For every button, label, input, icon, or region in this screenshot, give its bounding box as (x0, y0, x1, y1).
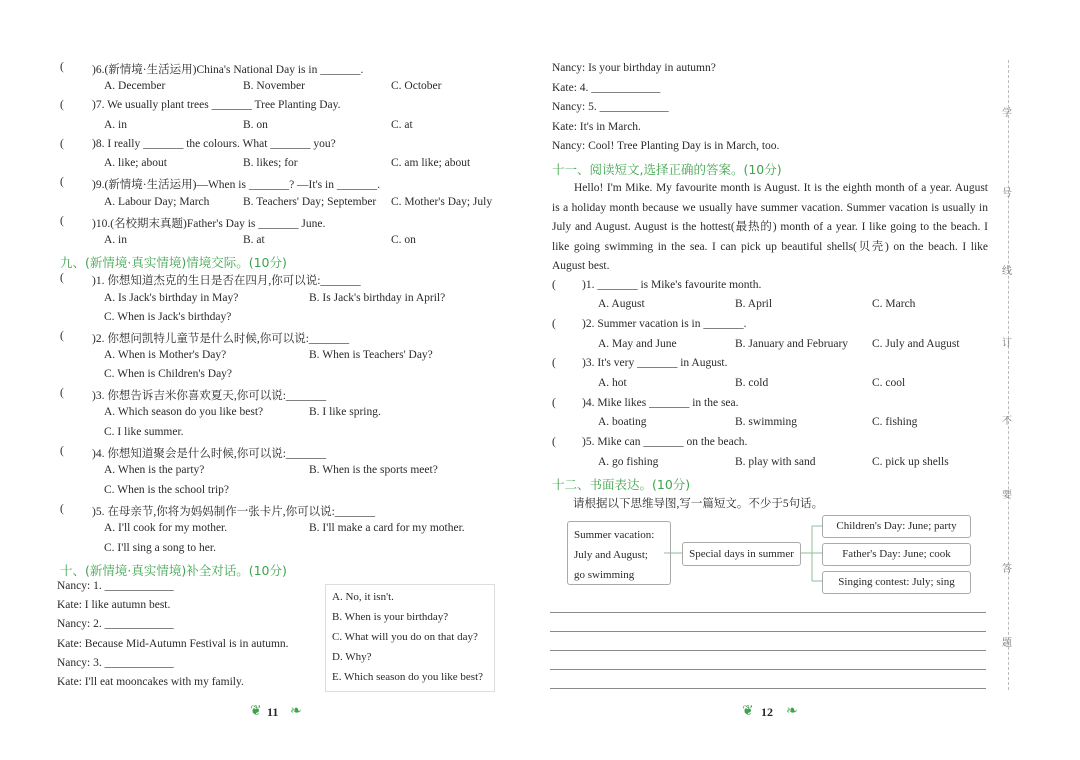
option-c: C. I like summer. (104, 426, 184, 438)
option-b: B. on (243, 119, 268, 131)
answer-paren: ( (60, 61, 64, 73)
option-c: C. When is the school trip? (104, 484, 229, 496)
dialog-line: Kate: 4. ____________ (552, 82, 661, 94)
option-b: B. November (243, 80, 305, 92)
binding-char: 题 (1002, 638, 1012, 649)
binding-char: 不 (1002, 416, 1012, 427)
option-b: B. When is Teachers' Day? (309, 349, 433, 361)
option-c: C. When is Children's Day? (104, 368, 233, 380)
option-a: A. in (104, 234, 127, 246)
choice-item: D. Why? (332, 651, 372, 663)
option-c: C. July and August (872, 338, 960, 350)
mind-map-text: Summer vacation: (574, 529, 655, 541)
reading-question-3: )3. It's very _______ in August. (582, 357, 728, 369)
option-c: C. am like; about (391, 157, 471, 169)
option-b: B. April (735, 298, 773, 310)
question-8: )8. I really _______ the colours. What _______ you? (92, 138, 336, 150)
mind-map-left-box (567, 521, 671, 585)
mind-map-node: Father's Day: June; cook (822, 543, 971, 566)
answer-paren: ( (552, 357, 556, 369)
writing-line[interactable] (550, 650, 986, 651)
option-c: C. fishing (872, 416, 918, 428)
dialog-line: Nancy: 2. ____________ (57, 618, 174, 630)
answer-paren: ( (552, 318, 556, 330)
option-b: B. Teachers' Day; September (243, 196, 377, 208)
question-6: )6.(新情境·生活运用)China's National Day is in _______. (92, 64, 364, 76)
option-b: B. play with sand (735, 456, 816, 468)
binding-line (1008, 60, 1009, 690)
reading-passage: Hello! I'm Mike. My favourite month is August. It is the eighth month of a year. August is a holiday month because we usually have summer vacation. Summer vacation is usually in July and August. August is the hottest(最热的) month of a year. I like going to the beach. I like going swimming in the sea. I can pick up beautiful shells(贝壳) on the beach. I like August best. (552, 182, 988, 273)
option-a: A. in (104, 119, 127, 131)
binding-char: 要 (1002, 490, 1012, 501)
option-b: B. When is the sports meet? (309, 464, 438, 476)
choice-item: E. Which season do you like best? (332, 671, 484, 683)
answer-paren: ( (60, 503, 64, 515)
choice-item: C. What will you do on that day? (332, 631, 478, 643)
question-9: )9.(新情境·生活运用)—When is _______? —It's in _______. (92, 179, 380, 191)
option-a: A. go fishing (598, 456, 659, 468)
question-7: )7. We usually plant trees _______ Tree Planting Day. (92, 99, 341, 111)
writing-instruction: 请根据以下思维导图,写一篇短文。不少于5句话。 (573, 498, 824, 510)
page-number: 12 (761, 705, 773, 719)
writing-line[interactable] (550, 631, 986, 632)
dialog-line: Kate: It's in March. (552, 121, 641, 133)
option-b: B. likes; for (243, 157, 298, 169)
option-a: A. Labour Day; March (104, 196, 210, 208)
dialog-line: Nancy: 3. ____________ (57, 657, 174, 669)
answer-paren: ( (60, 99, 64, 111)
leaf-icon: ❦ (250, 704, 262, 719)
leaf-icon: ❦ (742, 704, 754, 719)
dialog-line: Nancy: 1. ____________ (57, 580, 174, 592)
option-c: C. pick up shells (872, 456, 949, 468)
reading-question-2: )2. Summer vacation is in _______. (582, 318, 747, 330)
writing-line[interactable] (550, 669, 986, 670)
option-c: C. cool (872, 377, 906, 389)
option-a: A. hot (598, 377, 627, 389)
option-b: B. I like spring. (309, 406, 381, 418)
dialog-line: Nancy: 5. ____________ (552, 101, 669, 113)
dialog-line: Kate: I like autumn best. (57, 599, 171, 611)
option-a: A. Which season do you like best? (104, 406, 264, 418)
option-b: B. January and February (735, 338, 849, 350)
option-a: A. When is the party? (104, 464, 205, 476)
option-b: B. swimming (735, 416, 797, 428)
option-c: C. March (872, 298, 916, 310)
option-b: B. I'll make a card for my mother. (309, 522, 465, 534)
option-a: A. When is Mother's Day? (104, 349, 227, 361)
answer-paren: ( (60, 445, 64, 457)
option-c: C. I'll sing a song to her. (104, 542, 216, 554)
binding-char: 学 (1002, 108, 1012, 119)
section-12-heading: 十二、书面表达。(10分) (552, 477, 691, 492)
option-a: A. boating (598, 416, 647, 428)
mind-map-center-node: Special days in summer (682, 542, 801, 566)
binding-char: 线 (1002, 266, 1012, 277)
leaf-icon: ❧ (290, 704, 302, 719)
answer-paren: ( (552, 279, 556, 291)
binding-char: 订 (1002, 338, 1012, 349)
s9-question-4: )4. 你想知道聚会是什么时候,你可以说:_______ (92, 448, 327, 460)
answer-paren: ( (60, 176, 64, 188)
reading-question-5: )5. Mike can _______ on the beach. (582, 436, 748, 448)
dialog-line: Kate: I'll eat mooncakes with my family. (57, 676, 244, 688)
answer-paren: ( (60, 215, 64, 227)
answer-paren: ( (60, 272, 64, 284)
answer-paren: ( (552, 397, 556, 409)
option-a: A. August (598, 298, 645, 310)
dialog-line: Kate: Because Mid-Autumn Festival is in autumn. (57, 638, 289, 650)
page-number: 11 (267, 705, 279, 719)
option-c: C. When is Jack's birthday? (104, 311, 232, 323)
writing-line[interactable] (550, 612, 986, 613)
answer-paren: ( (60, 138, 64, 150)
question-10: )10.(名校期末真题)Father's Day is _______ June. (92, 218, 326, 230)
s9-question-3: )3. 你想告诉吉米你喜欢夏天,你可以说:_______ (92, 390, 327, 402)
option-b: B. at (243, 234, 265, 246)
mind-map-node: Children's Day: June; party (822, 515, 971, 538)
answer-paren: ( (552, 436, 556, 448)
mind-map-text: July and August; (574, 549, 648, 561)
option-b: B. cold (735, 377, 769, 389)
option-a: A. I'll cook for my mother. (104, 522, 228, 534)
binding-char: 答 (1002, 564, 1012, 575)
mind-map-text: go swimming (574, 569, 635, 581)
leaf-icon: ❧ (786, 704, 798, 719)
dialog-line: Nancy: Cool! Tree Planting Day is in March, too. (552, 140, 780, 152)
binding-char: 号 (1002, 188, 1012, 199)
option-a: A. Is Jack's birthday in May? (104, 292, 239, 304)
section-9-heading: 九、(新情境·真实情境)情境交际。(10分) (60, 255, 287, 270)
option-b: B. Is Jack's birthday in April? (309, 292, 446, 304)
option-c: C. on (391, 234, 416, 246)
choice-item: A. No, it isn't. (332, 591, 394, 603)
s9-question-5: )5. 在母亲节,你将为妈妈制作一张卡片,你可以说:_______ (92, 506, 376, 518)
dialog-line: Nancy: Is your birthday in autumn? (552, 62, 716, 74)
option-a: A. May and June (598, 338, 677, 350)
option-c: C. at (391, 119, 413, 131)
writing-line[interactable] (550, 688, 986, 689)
option-a: A. December (104, 80, 166, 92)
option-a: A. like; about (104, 157, 167, 169)
mind-map-node: Singing contest: July; sing (822, 571, 971, 594)
reading-question-1: )1. _______ is Mike's favourite month. (582, 279, 762, 291)
s9-question-2: )2. 你想问凯特儿童节是什么时候,你可以说:_______ (92, 333, 350, 345)
section-10-heading: 十、(新情境·真实情境)补全对话。(10分) (60, 563, 287, 578)
choice-item: B. When is your birthday? (332, 611, 449, 623)
option-c: C. Mother's Day; July (391, 196, 493, 208)
reading-question-4: )4. Mike likes _______ in the sea. (582, 397, 739, 409)
option-c: C. October (391, 80, 442, 92)
s9-question-1: )1. 你想知道杰克的生日是否在四月,你可以说:_______ (92, 275, 361, 287)
answer-paren: ( (60, 387, 64, 399)
answer-paren: ( (60, 330, 64, 342)
section-11-heading: 十一、阅读短文,选择正确的答案。(10分) (552, 162, 782, 177)
